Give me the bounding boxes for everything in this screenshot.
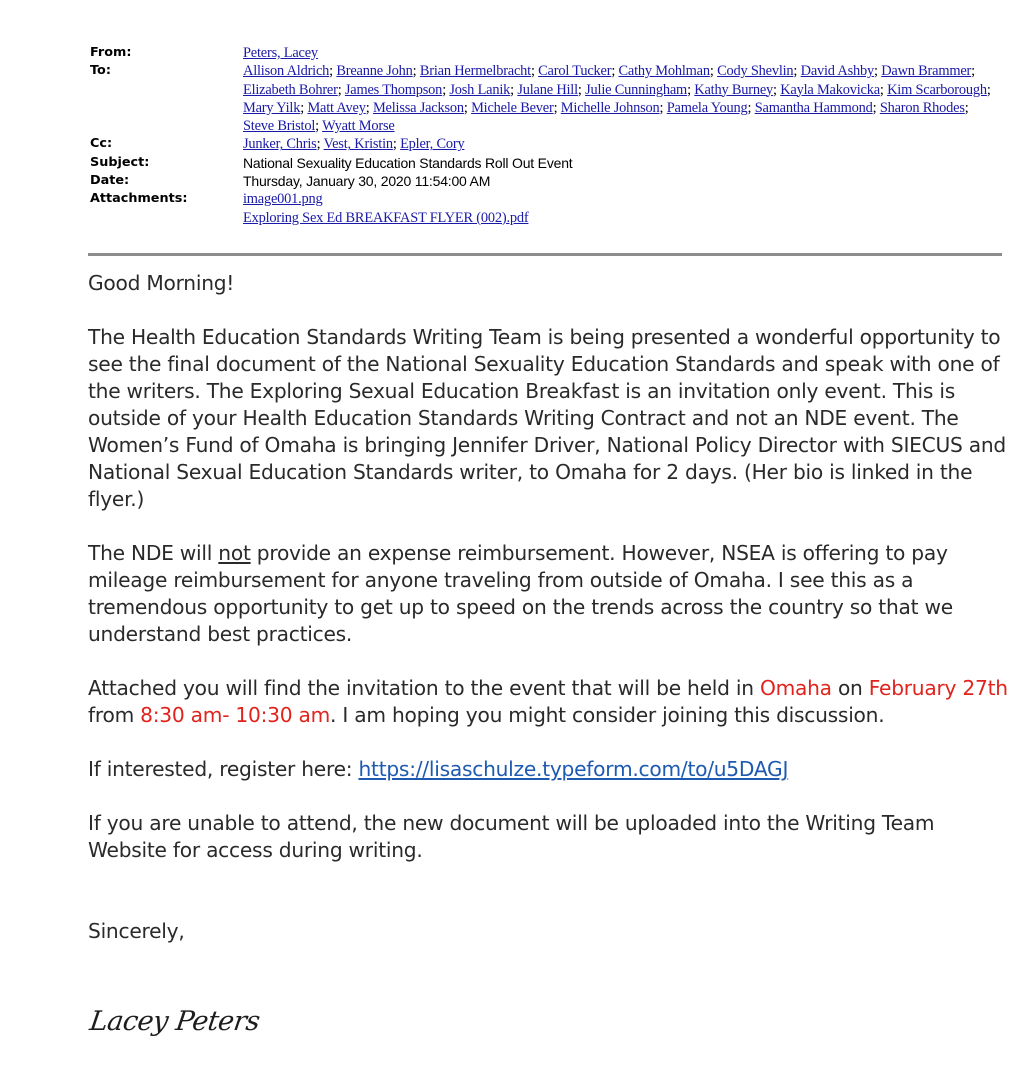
recipient-separator: ; (659, 99, 667, 116)
to-recipient-link[interactable]: David Ashby (800, 63, 874, 80)
paragraph-unable-to-attend: If you are unable to attend, the new document will be uploaded into the Writing Team Website for access during writing. (88, 811, 935, 862)
to-recipient-list (243, 62, 995, 135)
recipient-separator: ; (463, 99, 472, 116)
to-recipient-link[interactable]: Mary Yilk (243, 99, 301, 116)
recipient-separator: ; (793, 63, 801, 80)
to-recipient-link[interactable]: Steve Bristol (243, 118, 316, 135)
to-recipient-link[interactable]: Breanne John (336, 63, 413, 80)
recipient-separator: ; (971, 63, 975, 80)
closing: Sincerely, (88, 919, 185, 943)
recipient-separator: ; (611, 63, 619, 80)
to-recipient-link[interactable]: Allison Aldrich (243, 63, 330, 80)
signature: Lacey Peters (87, 1006, 262, 1037)
to-recipient-link[interactable]: Pamela Young (666, 99, 748, 116)
date-row (90, 172, 995, 190)
greeting: Good Morning! (88, 271, 235, 295)
recipient-separator: ; (530, 63, 539, 80)
recipient-separator: ; (872, 99, 880, 116)
email-body (88, 270, 1008, 972)
from-row (90, 44, 995, 62)
date-label: Date: (90, 173, 130, 189)
cc-recipient-link[interactable]: Vest, Kristin (323, 136, 393, 153)
recipient-separator: ; (412, 63, 420, 80)
email-header (90, 44, 995, 227)
paragraph-register: If interested, register here: https://lisaschulze.typeform.com/to/u5DAGJ (88, 757, 789, 781)
recipient-separator: ; (687, 81, 695, 98)
to-recipient-link[interactable]: Melissa Jackson (372, 99, 464, 116)
recipient-separator: ; (316, 136, 324, 153)
to-recipient-link[interactable]: Matt Avey (307, 99, 366, 116)
recipient-separator: ; (747, 99, 755, 116)
paragraph-reimbursement: The NDE will not provide an expense reimbursement. However, NSEA is offering to pay mileage reimbursement for anyone traveling from outside of Omaha. I see this as a tremendous opportunity to get up to speed on the trends across the country so that we understand best practices. (88, 541, 953, 646)
to-recipient-link[interactable]: Kayla Makovicka (780, 81, 880, 98)
to-recipient-link[interactable]: Carol Tucker (538, 63, 612, 80)
event-city: Omaha (759, 676, 832, 700)
underlined-not: not (218, 541, 251, 565)
recipient-separator: ; (873, 63, 882, 80)
to-recipient-link[interactable]: Cathy Mohlman (618, 63, 710, 80)
paragraph-event-details: Attached you will find the invitation to the event that will be held in Omaha on February 27th from 8:30 am- 10:30 am. I am hoping you might consider joining this discussion. (88, 676, 1008, 727)
attachment-link[interactable]: image001.png (243, 191, 323, 208)
to-recipient-link[interactable]: James Thompson (344, 81, 443, 98)
to-recipient-link[interactable]: Wyatt Morse (322, 118, 395, 135)
recipient-separator: ; (510, 81, 518, 98)
to-recipient-link[interactable]: Samantha Hammond (754, 99, 873, 116)
to-recipient-link[interactable]: Michele Bever (471, 99, 554, 116)
to-recipient-link[interactable]: Dawn Brammer (881, 63, 972, 80)
subject-label: Subject: (90, 154, 150, 170)
event-date: February 27th (868, 676, 1008, 700)
cc-recipient-link[interactable]: Junker, Chris (243, 136, 317, 153)
paragraph-intro: The Health Education Standards Writing Team is being presented a wonderful opportunity to see the final document of the National Sexuality Education Standards and speak with one of the writers. The Exploring Sexual Education Breakfast is an invitation only event. This is outside of your Health Education Standards Writing Contract and not an NDE event. The Women’s Fund of Omaha is bringing Jennifer Driver, National Policy Director with SIECUS and National Sexual Education Standards writer, to Omaha for 2 days. (Her bio is linked in the flyer.) (88, 325, 1006, 511)
to-recipient-link[interactable]: Sharon Rhodes (879, 99, 965, 116)
cc-recipient-link[interactable]: Epler, Cory (400, 136, 465, 153)
recipient-separator: ; (577, 81, 586, 98)
to-recipient-link[interactable]: Elizabeth Bohrer (243, 81, 338, 98)
event-time: 8:30 am- 10:30 am (140, 703, 331, 727)
to-recipient-link[interactable]: Julane Hill (517, 81, 578, 98)
recipient-separator: ; (442, 81, 450, 98)
from-label: From: (90, 45, 132, 60)
to-recipient-link[interactable]: Michelle Johnson (560, 99, 660, 116)
to-recipient-link[interactable]: Brian Hermelbracht (419, 63, 531, 80)
recipient-separator: ; (365, 99, 373, 116)
recipient-separator: ; (986, 81, 991, 98)
to-recipient-link[interactable]: Kim Scarborough (887, 81, 987, 98)
to-recipient-link[interactable]: Cody Shevlin (717, 63, 794, 80)
recipient-separator: ; (329, 63, 337, 80)
cc-label: Cc: (90, 136, 113, 152)
subject-value: National Sexuality Education Standards Roll Out Event (243, 154, 573, 171)
recipient-separator: ; (773, 81, 781, 98)
to-row (90, 62, 995, 135)
recipient-separator: ; (553, 99, 561, 116)
recipient-separator: ; (392, 136, 401, 153)
from-sender-link[interactable]: Peters, Lacey (243, 45, 318, 61)
attachments-label: Attachments: (90, 191, 188, 207)
recipient-separator: ; (300, 99, 308, 116)
to-label: To: (90, 63, 111, 79)
registration-link[interactable]: https://lisaschulze.typeform.com/to/u5DAGJ (358, 757, 789, 781)
recipient-separator: ; (709, 63, 718, 80)
to-recipient-link[interactable]: Kathy Burney (694, 81, 773, 98)
to-recipient-link[interactable]: Julie Cunningham (585, 81, 688, 98)
recipient-separator: ; (337, 81, 345, 98)
date-value: Thursday, January 30, 2020 11:54:00 AM (243, 173, 491, 190)
cc-recipient-list (243, 135, 995, 153)
attachments-row (90, 190, 995, 227)
subject-row (90, 154, 995, 172)
to-recipient-link[interactable]: Josh Lanik (449, 81, 511, 98)
recipient-separator: ; (879, 81, 888, 98)
attachment-link[interactable]: Exploring Sex Ed BREAKFAST FLYER (002).pdf (243, 209, 529, 226)
header-divider (88, 253, 1002, 256)
recipient-separator: ; (964, 99, 969, 116)
cc-row (90, 135, 995, 153)
recipient-separator: ; (315, 118, 323, 135)
